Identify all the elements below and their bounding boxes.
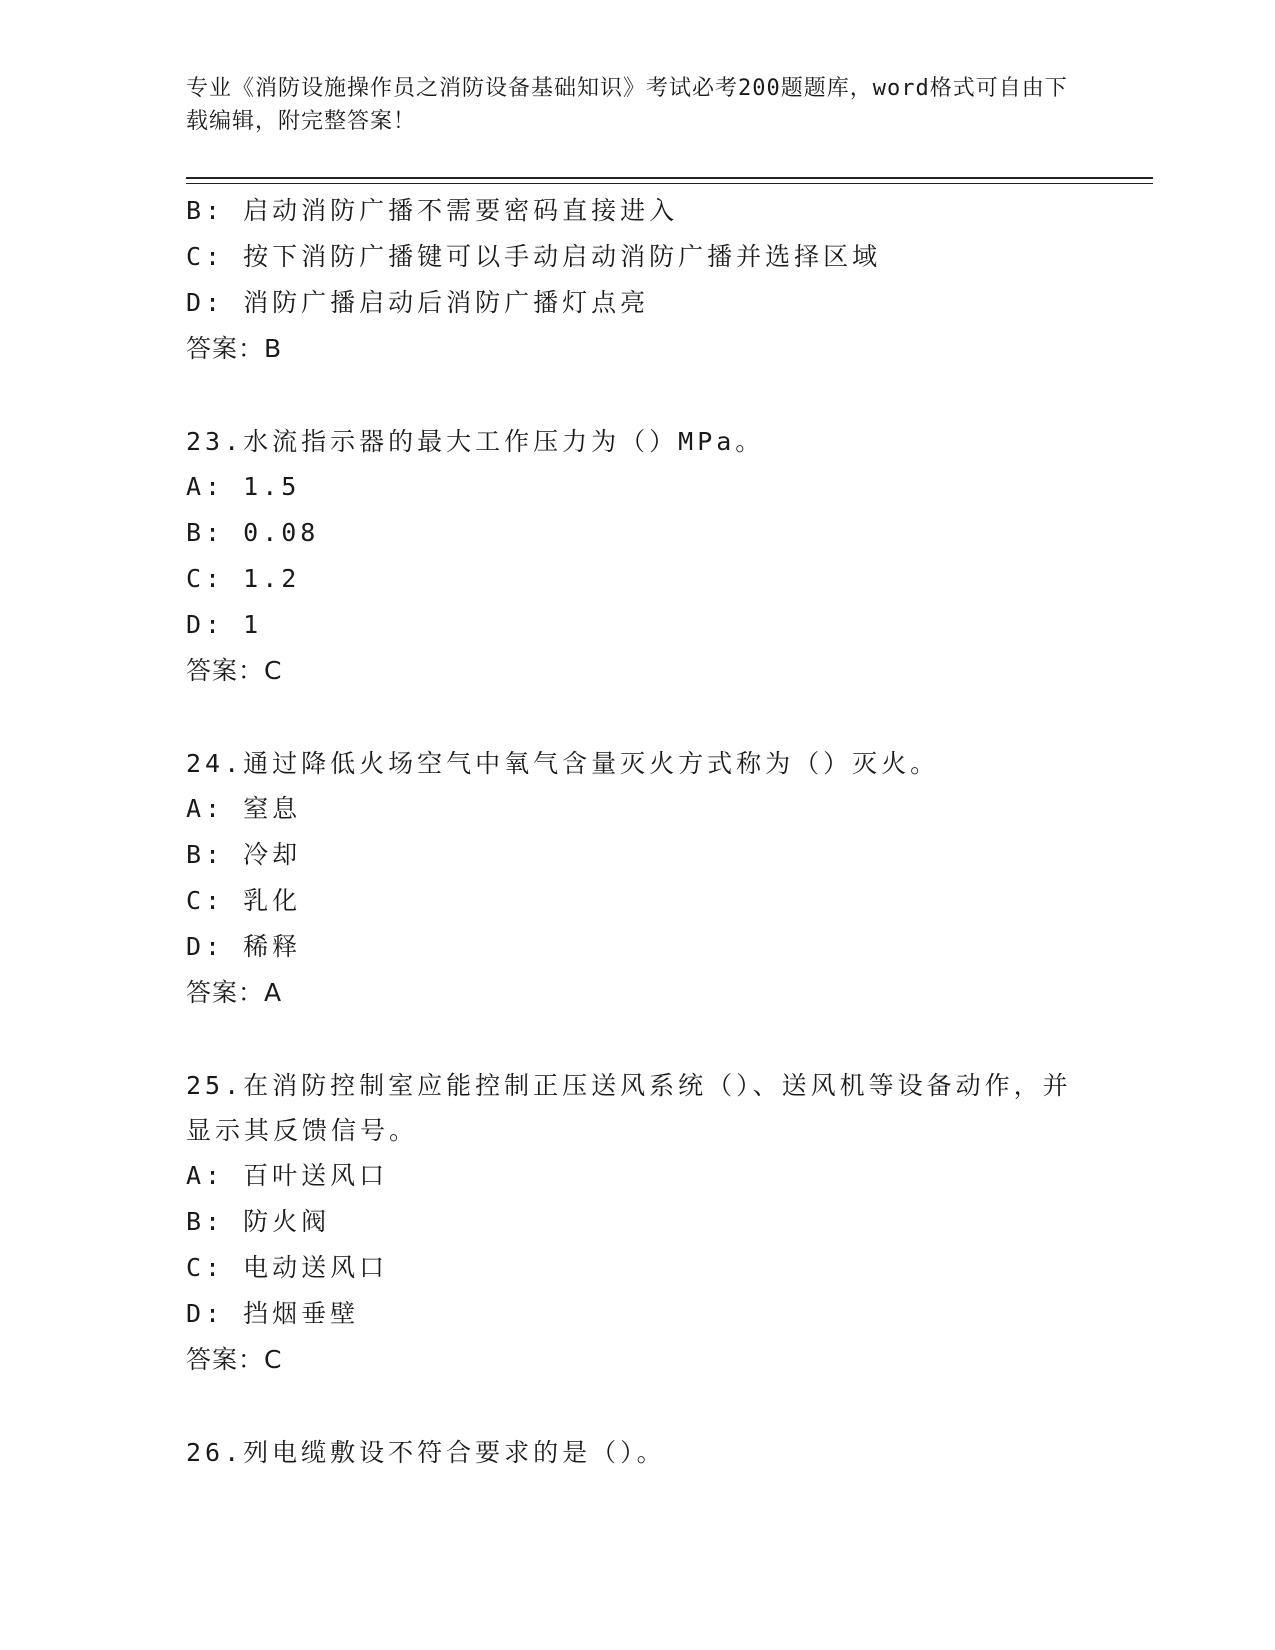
option-c: C: 1.2 (186, 564, 301, 593)
question-25 (186, 1063, 1086, 1383)
answer-value: B (264, 334, 283, 363)
question-text: 23.水流指示器的最大工作压力为（）MPa。 (186, 427, 765, 456)
spacer (186, 372, 1086, 419)
answer-line (186, 1337, 1086, 1383)
option-a: A: 百叶送风口 (186, 1161, 389, 1190)
question-text: 26.列电缆敷设不符合要求的是（）。 (186, 1438, 666, 1467)
option-b: B: 启动消防广播不需要密码直接进入 (186, 196, 679, 225)
prev-question-block (186, 188, 1086, 372)
option-b: B: 冷却 (186, 840, 302, 869)
answer-value: A (264, 978, 283, 1007)
answer-label: 答案： (186, 1345, 265, 1374)
answer-label: 答案： (186, 978, 265, 1007)
question-23 (186, 419, 1086, 694)
answer-label: 答案： (186, 656, 265, 685)
spacer (186, 1383, 1086, 1430)
answer-line (186, 648, 1086, 694)
option-d: D: 消防广播启动后消防广播灯点亮 (186, 288, 650, 317)
header-rule-thick (186, 177, 1153, 179)
document-body (186, 188, 1086, 1475)
option-c: C: 电动送风口 (186, 1253, 389, 1282)
option-d: D: 稀释 (186, 932, 302, 961)
option-c: C: 乳化 (186, 886, 302, 915)
answer-label: 答案： (186, 334, 265, 363)
option-a: A: 窒息 (186, 794, 302, 823)
answer-value: C (264, 1345, 283, 1374)
option-c: C: 按下消防广播键可以手动启动消防广播并选择区域 (186, 242, 882, 271)
answer-line (186, 326, 1086, 372)
option-d: D: 挡烟垂壁 (186, 1299, 360, 1328)
option-b: B: 防火阀 (186, 1207, 331, 1236)
question-text: 24.通过降低火场空气中氧气含量灭火方式称为（）灭火。 (186, 749, 940, 778)
question-26 (186, 1430, 1086, 1475)
spacer (186, 694, 1086, 741)
header-rule-thin (186, 183, 1153, 184)
answer-line (186, 970, 1086, 1016)
option-a: A: 1.5 (186, 472, 301, 501)
question-text: 25.在消防控制室应能控制正压送风系统（）、送风机等设备动作，并显示其反馈信号。 (186, 1071, 1072, 1145)
spacer (186, 1016, 1086, 1063)
answer-value: C (264, 656, 283, 685)
option-b: B: 0.08 (186, 518, 320, 547)
document-header: 专业《消防设施操作员之消防设备基础知识》考试必考200题题库，word格式可自由下载编辑，附完整答案！ (186, 76, 1068, 134)
question-24 (186, 741, 1086, 1016)
option-d: D: 1 (186, 610, 263, 639)
